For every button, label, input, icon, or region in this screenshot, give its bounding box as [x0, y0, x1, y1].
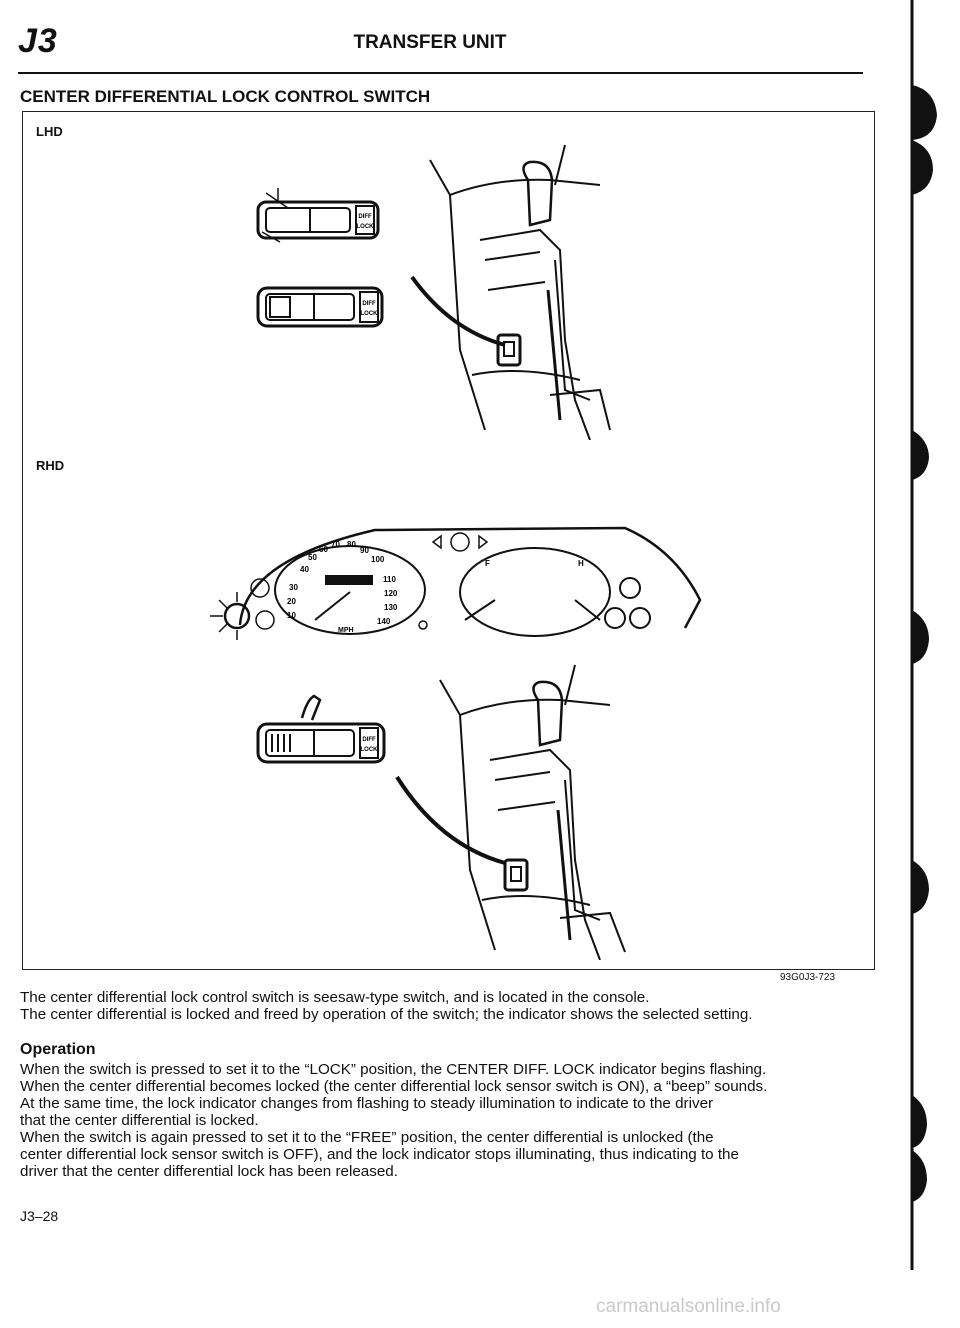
speedometer-tick-label: 40: [300, 565, 309, 574]
rhd-switch-pressed-illustration: [252, 690, 402, 770]
subsection-title: CENTER DIFFERENTIAL LOCK CONTROL SWITCH: [20, 87, 431, 106]
rhd-switch-label-top: DIFF: [362, 737, 376, 743]
lhd-switch-pressed-illustration: [248, 188, 398, 248]
speedometer-tick-label: 140: [377, 617, 391, 626]
speedometer-tick-label: 70: [331, 540, 340, 549]
rhd-switch-label-bottom: LOCK: [360, 747, 378, 753]
speedometer-tick-label: 100: [371, 555, 385, 564]
lhd-switch-pressed-label-bottom: LOCK: [356, 224, 374, 230]
operation-line: When the center differential becomes locked (the center differential lock sensor switch is ON), a “beep” sounds.: [20, 1078, 768, 1095]
speedometer-tick-label: 90: [360, 546, 369, 555]
operation-line: center differential lock sensor switch is OFF), and the lock indicator stops illuminating, thus indicating to the: [20, 1146, 739, 1163]
lhd-switch-pressed-label-top: DIFF: [358, 214, 372, 220]
operation-heading: Operation: [20, 1041, 96, 1058]
speedometer-tick-label: 10: [287, 611, 296, 620]
temp-gauge-letter: H: [578, 559, 584, 568]
speedometer-tick-label: 80: [347, 540, 356, 549]
rhd-instrument-cluster-illustration: [205, 520, 710, 640]
watermark: carmanualsonline.info: [596, 1296, 781, 1317]
speedometer-tick-label: 50: [308, 553, 317, 562]
speedometer-unit: MPH: [338, 627, 354, 634]
lhd-switch-illustration: [250, 282, 400, 332]
body-paragraph: The center differential lock control switch is seesaw-type switch, and is located in the console.: [20, 989, 650, 1006]
operation-line: that the center differential is locked.: [20, 1112, 259, 1129]
lhd-switch-label-top: DIFF: [362, 301, 376, 307]
speedometer-tick-label: 120: [384, 589, 398, 598]
figure-code: 93G0J3-723: [780, 972, 836, 983]
rhd-pointer-line: [395, 775, 510, 870]
speedometer-tick-label: 130: [384, 603, 398, 612]
speedometer-tick-label: 20: [287, 597, 296, 606]
section-code: J3: [18, 22, 58, 60]
lhd-pointer-line: [410, 275, 510, 355]
operation-line: When the switch is pressed to set it to the “LOCK” position, the CENTER DIFF. LOCK indicator begins flashing.: [20, 1061, 767, 1078]
speedometer-tick-label: 110: [383, 575, 396, 584]
speedometer-tick-label: 30: [289, 583, 298, 592]
body-paragraph: The center differential is locked and freed by operation of the switch; the indicator shows the selected setting.: [20, 1006, 753, 1023]
label-lhd: LHD: [36, 124, 63, 139]
operation-line: When the switch is again pressed to set it to the “FREE” position, the center differential is unlocked (the: [20, 1129, 714, 1146]
label-rhd: RHD: [36, 458, 65, 473]
operation-line: driver that the center differential lock has been released.: [20, 1163, 398, 1180]
speedometer-ticks: [287, 540, 584, 634]
fuel-gauge-letter: F: [485, 559, 490, 568]
lhd-switch-label-bottom: LOCK: [360, 311, 378, 317]
header-rule: [18, 72, 863, 74]
page-header-title: TRANSFER UNIT: [353, 32, 507, 53]
operation-line: At the same time, the lock indicator changes from flashing to steady illumination to indicate to the driver: [20, 1095, 714, 1112]
speedometer-tick-label: 60: [319, 545, 328, 554]
page-number: J3–28: [20, 1208, 59, 1224]
binding-margin-marks: [895, 0, 960, 1328]
